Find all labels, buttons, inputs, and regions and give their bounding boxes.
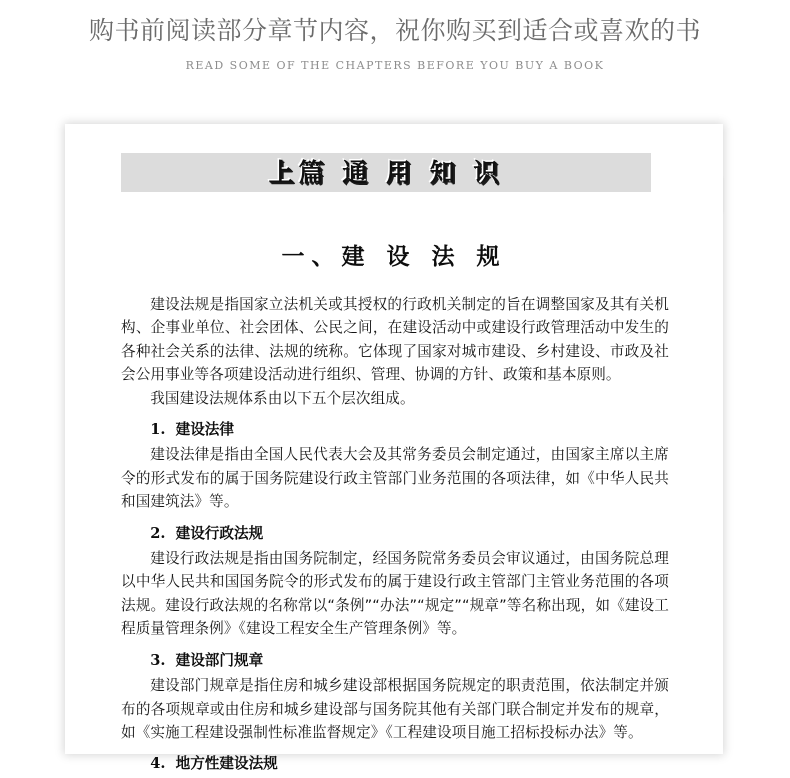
promo-header (0, 0, 790, 73)
section-number-1: 1. (150, 421, 166, 439)
section-title-4: 地方性建设法规 (175, 755, 278, 773)
chapter-heading: 一、建 设 法 规 (281, 244, 507, 270)
system-paragraph: 我国建设法规体系由以下五个层次组成。 (150, 389, 415, 407)
intro-paragraph: 建设法规是指国家立法机关或其授权的行政机关制定的旨在调整国家及其有关机构、企事业单位、社会团体、公民之间，在建设活动中或建设行政管理活动中发生的各种社会关系的法律、法规的统称。它体现了国家对城市建设、乡村建设、市政及社会公用事业等各项建设活动进行组织、管理、协调的方针、政策和基本原则。 (121, 296, 669, 384)
book-page-content (65, 124, 723, 773)
section-paragraph-3: 建设部门规章是指住房和城乡建设部根据国务院规定的职责范围，依法制定并颁布的各项规章或由住房和城乡建设部与国务院其他有关部门联合制定并发布的规章，如《实施工程建设强制性标准监督规定》《工程建设项目施工招标投标办法》等。 (121, 677, 669, 741)
section-title-2: 建设行政法规 (175, 524, 264, 542)
section-heading-1 (121, 410, 669, 443)
promo-subtitle: READ SOME OF THE CHAPTERS BEFORE YOU BUY A BOOK (185, 59, 605, 72)
promo-title: 购书前阅读部分章节内容，祝你购买到适合或喜欢的书 (88, 16, 701, 45)
section-title-3: 建设部门规章 (175, 651, 264, 669)
body-content (121, 293, 669, 778)
section-heading-2 (121, 514, 669, 547)
section-heading-3 (121, 641, 669, 674)
section-paragraph-2: 建设行政法规是指由国务院制定，经国务院常务委员会审议通过，由国务院总理以中华人民共和国国务院令的形式发布的属于建设行政主管部门主管业务范围的各项法规。建设行政法规的名称常以“条例”“办法”“规定”“规章”等名称出现，如《建设工程质量管理条例》《建设工程安全生产管理条例》等。 (121, 550, 669, 638)
section-number-2: 2. (150, 524, 166, 542)
section-title-1: 建设法律 (175, 421, 234, 439)
section-number-4: 4. (150, 755, 166, 773)
section-number-3: 3. (150, 651, 166, 669)
section-paragraph-1: 建设法律是指由全国人民代表大会及其常务委员会制定通过，由国家主席以主席令的形式发布的属于国务院建设行政主管部门业务范围的各项法律，如《中华人民共和国建筑法》等。 (121, 446, 669, 511)
section-heading-4 (121, 744, 669, 777)
part-banner-title: 上篇 通 用 知 识 (268, 158, 504, 187)
book-page-sheet (65, 124, 723, 773)
part-banner (121, 153, 651, 192)
